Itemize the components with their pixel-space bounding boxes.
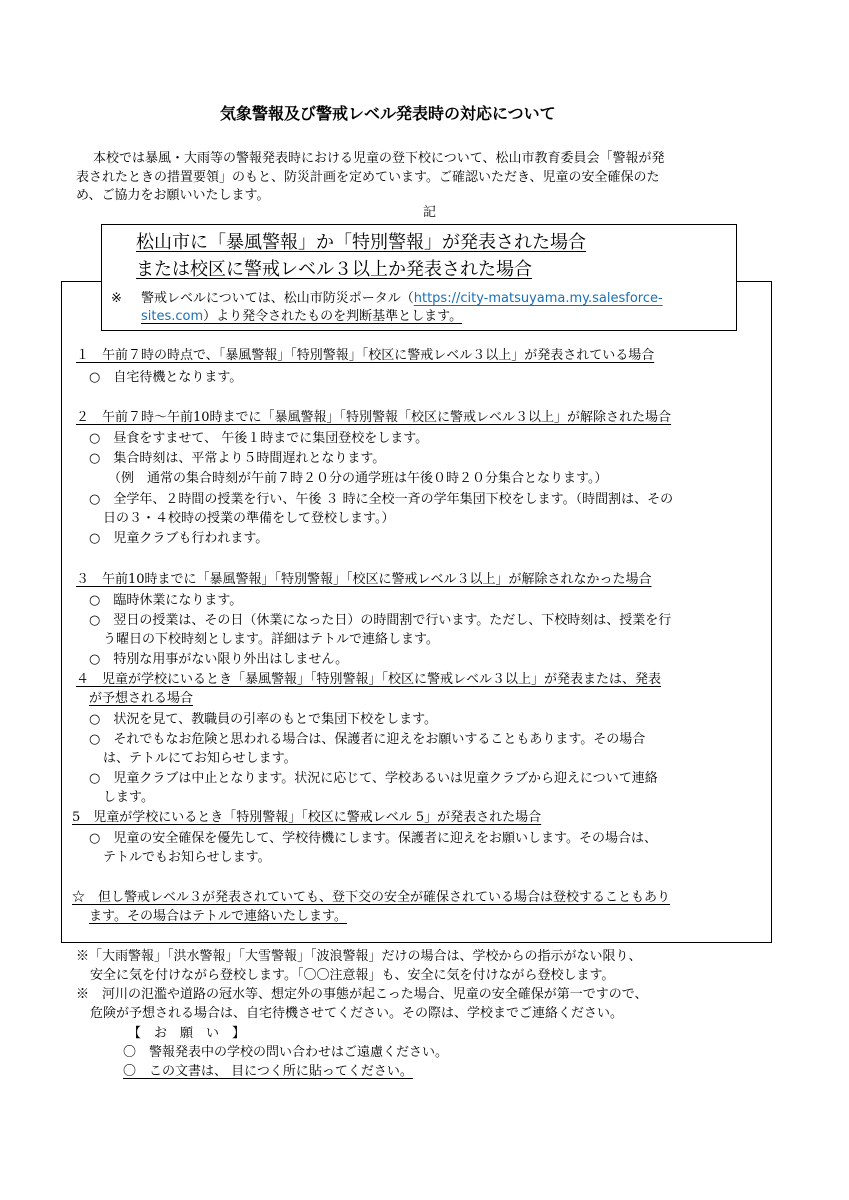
section-2-line-1: ○ 昼食をすませて、 午後１時までに集団登校をします。 [89, 431, 429, 446]
section-4-heading-1: ４ 児童が学校にいるとき「暴風警報」「特別警報」「校区に警戒レベル３以上」が発表または、発表 [76, 672, 662, 687]
section-5-line-2: テトルでもお知らせします。 [103, 850, 271, 865]
note-text: 警戒レベルについては、松山市防災ポータル（ [141, 291, 414, 306]
section-2-line-6: ○ 児童クラブも行われます。 [89, 531, 269, 546]
footer-note-1: ※「大雨警報」「洪水警報」「大雪警報」「波浪警報」だけの場合は、学校からの指示がない限り、 [76, 949, 642, 964]
section-3-line-3: う曜日の下校時刻とします。詳細はテトルで連絡します。 [103, 632, 439, 647]
section-2-line-2: ○ 集合時刻は、平常より５時間遅れとなります。 [89, 451, 386, 466]
section-4-line-3: は、テトルにてお知らせします。 [103, 751, 297, 766]
section-2-heading: ２ 午前７時～午前10時までに「暴風警報」「特別警報「校区に警戒レベル３以上」が解除された場合 [76, 410, 672, 425]
page-title: 気象警報及び警戒レベル発表時の対応について [220, 104, 556, 123]
intro-line-1: 本校では暴風・大雨等の警報発表時における児童の登下校について、松山市教育委員会「警報が発 [93, 151, 665, 166]
note-line-1 [141, 289, 663, 308]
section-2-line-3: （例 通常の集合時刻が午前７時２０分の通学班は午後０時２０分集合となります。） [108, 471, 608, 486]
star-note-line-2: ます。その場合はテトルで連絡いたします。 [89, 909, 347, 924]
headline-box [101, 224, 737, 331]
star-note-line-1: ☆ 但し警戒レベル３が発表されていても、登下交の安全が確保されている場合は登校することもあり [72, 890, 671, 905]
request-2: 〇 この文書は、 目につく所に貼ってください。 [123, 1064, 413, 1079]
headline-line-1: 松山市に「暴風警報」か「特別警報」が発表された場合 [136, 232, 586, 253]
request-1: 〇 警報発表中の学校の問い合わせはご遠慮ください。 [123, 1045, 449, 1060]
section-2-line-4: ○ 全学年、２時間の授業を行い、午後 ３ 時に全校一斉の学年集団下校をします。（時間割は、その [89, 492, 674, 507]
ki-label: 記 [423, 205, 437, 220]
footer-note-1-cont: 安全に気を付けながら登校します。「〇〇注意報」も、安全に気を付けながら登校します。 [90, 968, 615, 983]
note-prefix: ※ [111, 291, 122, 306]
note-text-end: ）より発令されたものを判断基準とします。 [203, 309, 463, 324]
section-1-heading: １ 午前７時の時点で、「暴風警報」「特別警報」「校区に警戒レベル３以上」が発表されている場合 [76, 348, 655, 363]
section-1-line-1: ○ 自宅待機となります。 [89, 370, 243, 385]
section-4-line-5: します。 [103, 790, 154, 805]
footer-note-2-cont: 危険が予想される場合は、自宅待機させてください。その際は、学校までご連絡ください。 [90, 1006, 624, 1021]
section-5-line-1: ○ 児童の安全確保を優先して、学校待機にします。保護者に迎えをお願いします。その場合は、 [89, 831, 658, 846]
section-3-heading: ３ 午前10時までに「暴風警報」「特別警報」「校区に警戒レベル３以上」が解除されなかった場合 [76, 572, 652, 587]
section-4-line-4: ○ 児童クラブは中止となります。状況に応じて、学校あるいは児童クラブから迎えについて連絡 [89, 771, 658, 786]
section-4-heading-2: が予想される場合 [89, 691, 194, 706]
request-heading: 【 お 願 い 】 [128, 1026, 246, 1041]
headline-line-2: または校区に警戒レベル３以上か発表された場合 [136, 259, 532, 280]
intro-line-2: 表されたときの措置要領」のもと、防災計画を定めています。ご確認いただき、児童の安全確保のた [76, 170, 660, 185]
section-3-line-4: ○ 特別な用事がない限り外出はしません。 [89, 652, 349, 667]
section-3-line-2: ○ 翌日の授業は、その日（休業になった日）の時間割で行います。ただし、下校時刻は、授業を行 [89, 613, 672, 628]
section-5-heading: 5 児童が学校にいるとき「特別警報」「校区に警戒レベル 5」が発表された場合 [72, 810, 542, 825]
section-4-line-2: ○ それでもなお危険と思われる場合は、保護者に迎えをお願いすることもあります。その場合 [89, 732, 646, 747]
portal-link-cont[interactable]: sites.com [141, 309, 204, 324]
footer-note-2: ※ 河川の氾濫や道路の冠水等、想定外の事態が起こった場合、児童の安全確保が第一ですので、 [76, 987, 648, 1002]
section-2-line-5: 日の３・４校時の授業の準備をして登校します。） [103, 511, 395, 526]
section-3-line-1: ○ 臨時休業になります。 [89, 593, 243, 608]
portal-link[interactable]: https://city-matsuyama.my.salesforce- [413, 291, 663, 306]
intro-line-3: め、ご協力をお願いいたします。 [76, 188, 270, 203]
note-line-2 [141, 307, 462, 326]
section-4-line-1: ○ 状況を見て、教職員の引率のもとで集団下校をします。 [89, 712, 438, 727]
